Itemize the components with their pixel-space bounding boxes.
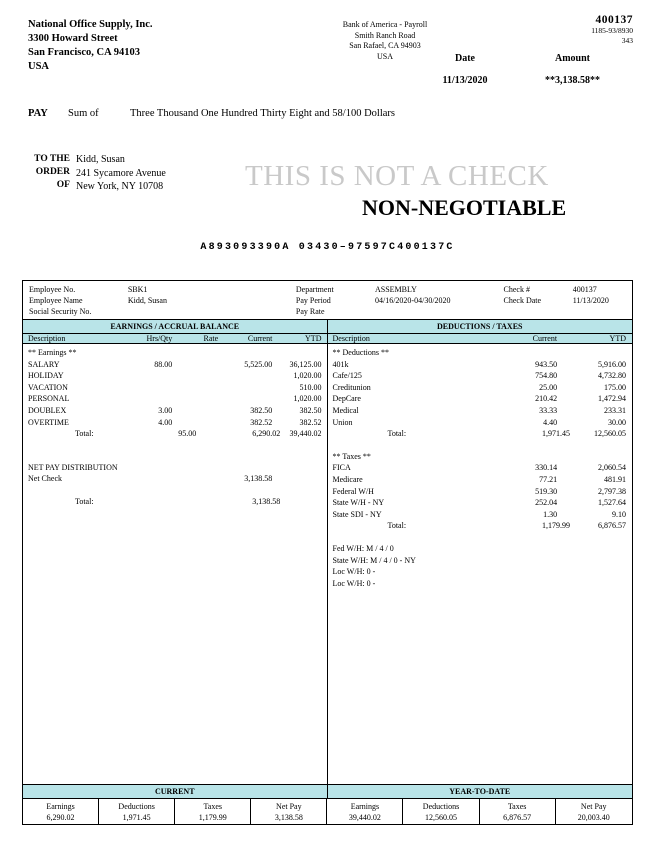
total-label: Earnings	[350, 802, 380, 811]
date-amount-values	[420, 75, 625, 86]
total-value: 1,179.99	[198, 813, 227, 822]
tax-desc: Federal W/H	[332, 486, 374, 496]
ssn-value	[128, 306, 296, 317]
earnings-rate	[172, 382, 218, 394]
pay-period-label: Pay Period	[295, 296, 331, 305]
earnings-row	[23, 405, 327, 417]
earnings-ytd: 382.52	[299, 417, 322, 427]
deductions-total-row	[328, 428, 633, 440]
payee-city: New York, NY 10708	[76, 181, 164, 192]
employee-name-value: Kidd, Susan	[127, 296, 167, 305]
earnings-column	[23, 344, 328, 784]
paystub-section	[22, 280, 633, 825]
tax-ytd: 481.91	[604, 474, 626, 484]
earnings-current: 5,525.00	[244, 359, 273, 369]
earnings-desc: HOLIDAY	[28, 371, 64, 381]
total-label: Deductions	[118, 802, 155, 811]
net-check-label: Net Check	[28, 474, 62, 484]
department-label: Department	[295, 285, 334, 294]
earnings-section-title-row	[23, 347, 327, 359]
tax-current: 519.30	[535, 486, 558, 496]
blank	[557, 347, 632, 359]
earnings-hrs: 4.00	[158, 417, 173, 427]
net-pay-distribution-title: NET PAY DISTRIBUTION	[28, 462, 118, 472]
total-value: 6,876.57	[503, 813, 532, 822]
net-pay-total-hrs	[156, 496, 196, 508]
deductions-band-title: DEDUCTIONS / TAXES	[436, 322, 523, 331]
earnings-row	[23, 370, 327, 382]
deduction-row	[328, 393, 633, 405]
tax-ytd: 2,797.38	[598, 486, 626, 496]
net-pay-total-current: 3,138.58	[252, 496, 281, 506]
total-cell-current-netpay	[251, 799, 327, 825]
employee-info-row	[23, 295, 632, 306]
earnings-rate	[172, 393, 218, 405]
deductions-headers	[328, 334, 633, 343]
blank	[272, 347, 326, 359]
company-city: San Francisco, CA 94103	[28, 47, 141, 58]
deduction-current: 4.40	[543, 417, 558, 427]
earnings-rate	[172, 359, 218, 371]
earnings-header-ytd: YTD	[305, 334, 322, 343]
taxes-section-title-row	[328, 451, 633, 463]
earnings-row	[23, 359, 327, 371]
withholding-note-row	[328, 566, 633, 578]
date-label: Date	[455, 53, 475, 64]
company-address	[28, 18, 153, 74]
earnings-total-label: Total:	[75, 429, 94, 439]
stub-body	[23, 344, 632, 784]
earnings-hrs	[125, 370, 173, 382]
earnings-total-ytd: 39,440.02	[289, 429, 322, 439]
total-value: 12,560.05	[425, 813, 458, 822]
withholding-note-row	[328, 555, 633, 567]
blank	[125, 347, 173, 359]
deduction-desc: Creditunion	[332, 382, 371, 392]
earnings-ytd: 1,020.00	[293, 371, 322, 381]
earnings-row	[23, 417, 327, 429]
deduction-desc: Cafe/125	[332, 371, 362, 381]
ytd-band-title: YEAR-TO-DATE	[449, 787, 511, 796]
bank-city: San Rafael, CA 94903	[349, 41, 421, 50]
total-label: Net Pay	[276, 802, 302, 811]
deductions-section-title-row	[328, 347, 633, 359]
earnings-section-title: ** Earnings **	[28, 348, 77, 357]
earnings-hrs	[125, 382, 173, 394]
deduction-desc: Medical	[332, 405, 359, 415]
total-cell-current-deductions	[99, 799, 175, 825]
bank-name: Bank of America - Payroll	[342, 20, 428, 29]
bank-street: Smith Ranch Road	[354, 30, 416, 40]
earnings-hrs: 3.00	[158, 405, 173, 415]
deduction-row	[328, 382, 633, 394]
non-negotiable-text: NON-NEGOTIABLE	[362, 195, 567, 220]
deduction-current: 943.50	[535, 359, 558, 369]
check-no-label: Check #	[503, 285, 530, 294]
employee-no-value: SBK1	[127, 285, 148, 294]
net-check-ytd	[272, 473, 326, 485]
deduction-ytd: 4,732.80	[598, 371, 626, 381]
earnings-header-rate: Rate	[203, 334, 219, 343]
net-check-rate	[172, 473, 218, 485]
deductions-total-current: 1,971.45	[541, 429, 570, 439]
check-number-block	[591, 14, 633, 46]
total-cell-ytd-earnings	[327, 799, 403, 825]
payee-name: Kidd, Susan	[76, 154, 125, 165]
tax-ytd: 1,527.64	[598, 498, 626, 508]
total-label: Taxes	[507, 802, 527, 811]
tax-desc: State W/H - NY	[332, 498, 385, 508]
tax-current: 77.21	[539, 474, 558, 484]
deductions-column	[328, 344, 633, 784]
not-a-check-watermark: THIS IS NOT A CHECK	[245, 160, 549, 192]
deduction-ytd: 233.31	[604, 405, 626, 415]
total-cell-ytd-netpay	[556, 799, 632, 825]
amount-in-words: Three Thousand One Hundred Thirty Eight and 58/100 Dollars	[130, 108, 395, 119]
tax-current: 330.14	[535, 463, 558, 473]
earnings-rate	[172, 370, 218, 382]
blank	[480, 347, 557, 359]
tax-row	[328, 509, 633, 521]
tax-ytd: 9.10	[612, 509, 626, 519]
spacer	[23, 451, 327, 462]
tax-desc: State SDI - NY	[332, 509, 382, 519]
deduction-ytd: 175.00	[604, 382, 626, 392]
deduction-current: 210.42	[535, 394, 558, 404]
earnings-total-hrs: 95.00	[178, 429, 197, 439]
spacer	[23, 485, 327, 496]
deduction-ytd: 1,472.94	[598, 394, 626, 404]
earnings-headers	[23, 334, 328, 343]
net-pay-title-row	[23, 462, 327, 474]
micr-line: A893093390A 03430–97597C400137C	[200, 242, 455, 253]
total-value: 39,440.02	[348, 813, 381, 822]
net-pay-total-rate	[196, 496, 235, 508]
state-withholding-note: State W/H: M / 4 / 0 - NY	[332, 555, 416, 565]
amount-label: Amount	[554, 53, 590, 64]
earnings-row	[23, 393, 327, 405]
earnings-desc: SALARY	[28, 359, 60, 369]
earnings-ytd: 1,020.00	[293, 394, 322, 404]
current-band-title: CURRENT	[23, 785, 328, 798]
net-pay-row	[23, 473, 327, 485]
payee-street: 241 Sycamore Avenue	[76, 167, 166, 179]
tax-current: 1.30	[543, 509, 558, 519]
earnings-current: 382.50	[250, 405, 273, 415]
to-the-line2: ORDER	[35, 167, 70, 177]
blank-value	[573, 306, 632, 317]
tax-row	[328, 497, 633, 509]
earnings-total-current: 6,290.02	[252, 429, 281, 439]
net-check-current: 3,138.58	[244, 474, 273, 484]
local-withholding-note-2: Loc W/H: 0 -	[332, 578, 376, 588]
total-cell-ytd-taxes	[480, 799, 556, 825]
deduction-row	[328, 359, 633, 371]
tax-desc: FICA	[332, 463, 351, 473]
earnings-hrs	[125, 393, 173, 405]
total-value: 6,290.02	[46, 813, 75, 822]
check-no-value: 400137	[572, 285, 597, 294]
routing-suffix: 343	[621, 36, 633, 45]
check-section	[0, 0, 655, 272]
earnings-header-hrsqty: Hrs/Qty	[146, 334, 173, 343]
company-country: USA	[28, 61, 50, 72]
taxes-total-ytd: 6,876.57	[598, 521, 626, 531]
date-amount-headers	[420, 53, 625, 64]
earnings-current: 382.52	[250, 417, 273, 427]
deductions-total-ytd: 12,560.05	[594, 429, 626, 439]
to-the-order-of-label	[34, 153, 70, 192]
deduction-ytd: 30.00	[608, 417, 626, 427]
net-pay-total-row	[23, 496, 327, 508]
pay-label: PAY	[28, 108, 48, 119]
deduction-current: 25.00	[539, 382, 558, 392]
company-name: National Office Supply, Inc.	[28, 19, 153, 30]
deduction-current: 754.80	[535, 371, 558, 381]
routing-fraction: 1185-93/8930	[591, 26, 633, 35]
tax-row	[328, 486, 633, 498]
total-label: Net Pay	[580, 802, 607, 811]
deductions-section-title: ** Deductions **	[332, 348, 389, 357]
earnings-ytd: 36,125.00	[289, 359, 322, 369]
earnings-desc: PERSONAL	[28, 394, 70, 404]
tax-ytd: 2,060.54	[598, 463, 626, 473]
deductions-header-ytd: YTD	[609, 334, 626, 343]
earnings-band-title: EARNINGS / ACCRUAL BALANCE	[23, 320, 328, 333]
earnings-ytd: 510.00	[299, 382, 322, 392]
taxes-total-row	[328, 520, 633, 532]
employee-info-row	[23, 306, 632, 317]
total-label: Earnings	[46, 802, 75, 811]
total-cell-current-earnings	[23, 799, 99, 825]
deductions-header-description: Description	[332, 334, 370, 343]
deduction-current: 33.33	[539, 405, 558, 415]
earnings-desc: DOUBLEX	[28, 405, 67, 415]
earnings-desc: OVERTIME	[28, 417, 69, 427]
check-date-label: Check Date	[503, 296, 542, 305]
total-value: 20,003.40	[577, 813, 610, 822]
totals-footer	[23, 784, 632, 825]
deduction-row	[328, 417, 633, 429]
deduction-desc: DepCare	[332, 394, 361, 404]
fed-withholding-note: Fed W/H: M / 4 / 0	[332, 543, 394, 553]
blank	[480, 451, 557, 463]
spacer	[23, 440, 327, 451]
pay-rate-label: Pay Rate	[295, 307, 325, 316]
employee-info-block	[23, 281, 632, 320]
tax-row	[328, 474, 633, 486]
deductions-total-label: Total:	[387, 429, 407, 439]
deduction-desc: 401k	[332, 359, 349, 369]
earnings-current	[218, 370, 272, 382]
net-pay-total-label: Total:	[75, 496, 94, 506]
totals-grid	[23, 799, 632, 825]
local-withholding-note-1: Loc W/H: 0 -	[332, 567, 376, 577]
withholding-note-row	[328, 543, 633, 555]
spacer	[328, 532, 633, 543]
employee-name-label: Employee Name	[29, 296, 83, 305]
total-value: 3,138.58	[274, 813, 303, 822]
spacer	[328, 440, 633, 451]
employee-info-row	[23, 284, 632, 295]
total-cell-ytd-deductions	[403, 799, 479, 825]
check-date-value: 11/13/2020	[442, 75, 488, 86]
net-pay-total-ytd	[280, 496, 326, 508]
earnings-rate	[172, 417, 218, 429]
pay-line	[28, 108, 395, 119]
tax-current: 252.04	[535, 498, 558, 508]
earnings-rate	[172, 405, 218, 417]
to-the-line1: TO THE	[34, 154, 70, 164]
earnings-header-description: Description	[28, 334, 66, 343]
earnings-total-rate	[196, 428, 235, 440]
tax-desc: Medicare	[332, 474, 363, 484]
to-the-line3: OF	[56, 180, 70, 190]
bank-country: USA	[376, 51, 393, 61]
column-headers	[23, 334, 632, 344]
deduction-ytd: 5,916.00	[598, 359, 626, 369]
totals-band	[23, 785, 632, 799]
deduction-desc: Union	[332, 417, 353, 427]
earnings-total-row	[23, 428, 327, 440]
taxes-total-current: 1,179.99	[541, 521, 570, 531]
blank	[218, 347, 272, 359]
earnings-header-current: Current	[247, 334, 273, 343]
withholding-note-row	[328, 578, 633, 590]
check-date-value: 11/13/2020	[572, 296, 609, 305]
payee-address	[76, 153, 166, 194]
taxes-section-title: ** Taxes **	[332, 451, 371, 461]
taxes-total-label: Total:	[387, 521, 407, 531]
blank	[172, 347, 218, 359]
section-band	[23, 320, 632, 334]
total-cell-current-taxes	[175, 799, 251, 825]
net-check-hrs	[125, 473, 173, 485]
pay-period-value: 04/16/2020-04/30/2020	[374, 296, 451, 305]
earnings-current	[218, 382, 272, 394]
earnings-hrs: 88.00	[154, 359, 173, 369]
check-amount-value: **3,138.58**	[545, 75, 600, 86]
total-value: 1,971.45	[122, 813, 151, 822]
tax-row	[328, 462, 633, 474]
pay-rate-value	[375, 306, 504, 317]
deductions-header-current: Current	[532, 334, 558, 343]
earnings-ytd: 382.50	[299, 405, 322, 415]
blank	[557, 451, 632, 463]
earnings-desc: VACATION	[28, 382, 68, 392]
total-label: Taxes	[203, 802, 222, 811]
check-number: 400137	[595, 14, 633, 26]
deduction-row	[328, 370, 633, 382]
total-label: Deductions	[422, 802, 460, 811]
deduction-row	[328, 405, 633, 417]
earnings-row	[23, 382, 327, 394]
earnings-current	[218, 393, 272, 405]
sum-of-label: Sum of	[68, 108, 99, 119]
ssn-label: Social Security No.	[29, 307, 92, 316]
employee-no-label: Employee No.	[29, 285, 76, 294]
department-value: ASSEMBLY	[374, 285, 417, 294]
blank-label	[504, 306, 573, 317]
company-street: 3300 Howard Street	[28, 33, 118, 44]
